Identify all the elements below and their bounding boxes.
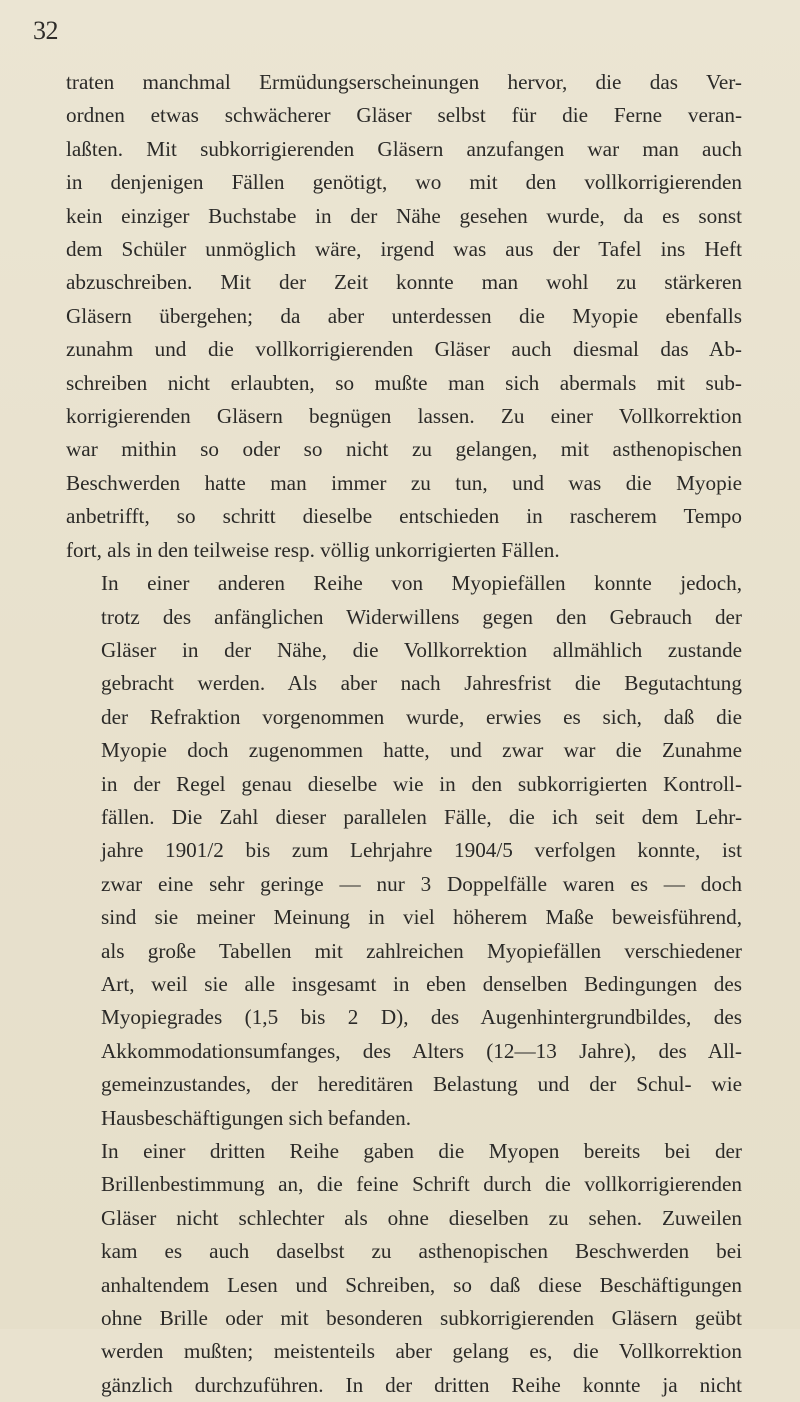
text-line: fällen. Die Zahl dieser parallelen Fälle, die ich seit dem Lehr-: [101, 804, 742, 829]
text-line: laßten. Mit subkorrigierenden Gläsern anzufangen war man auch: [66, 136, 742, 161]
text-line: in denjenigen Fällen genötigt, wo mit den vollkorrigierenden: [66, 170, 742, 195]
text-line: Brillenbestimmung an, die feine Schrift durch die vollkorrigierenden: [101, 1172, 742, 1197]
text-line: In einer dritten Reihe gaben die Myopen bereits bei der: [101, 1139, 742, 1163]
text-line: In einer anderen Reihe von Myopiefällen konnte jedoch,: [101, 571, 742, 596]
page-number: 32: [33, 16, 58, 45]
text-line: schreiben nicht erlaubten, so mußte man sich abermals mit sub-: [66, 370, 742, 395]
text-line: anbetrifft, so schritt dieselbe entschieden in rascherem Tempo: [66, 504, 742, 529]
text-line: zunahm und die vollkorrigierenden Gläser auch diesmal das Ab-: [66, 337, 742, 362]
text-line: werden mußten; meistenteils aber gelang es, die Vollkorrektion: [101, 1339, 742, 1364]
text-line: ohne Brille oder mit besonderen subkorrigierenden Gläsern geübt: [101, 1306, 742, 1331]
text-line: Gläsern übergehen; da aber unterdessen die Myopie ebenfalls: [66, 303, 742, 328]
text-line: dem Schüler unmöglich wäre, irgend was aus der Tafel ins Heft: [66, 237, 742, 262]
text-line: Hausbeschäftigungen sich befanden.: [101, 1105, 412, 1130]
text-line: gänzlich durchzuführen. In der dritten Reihe konnte ja nicht: [101, 1372, 742, 1397]
text-line: Gläser in der Nähe, die Vollkorrektion allmählich zustande: [101, 637, 742, 662]
text-line: kein einziger Buchstabe in der Nähe gesehen wurde, da es sonst: [66, 203, 742, 228]
text-line: der Refraktion vorgenommen wurde, erwies es sich, daß die: [101, 704, 742, 729]
text-line: Beschwerden hatte man immer zu tun, und was die Myopie: [66, 470, 742, 495]
text-line: kam es auch daselbst zu asthenopischen Beschwerden bei: [101, 1239, 742, 1264]
text-line: zwar eine sehr geringe — nur 3 Doppelfälle waren es — doch: [101, 871, 742, 896]
text-line: sind sie meiner Meinung in viel höherem Maße beweisführend,: [101, 905, 742, 930]
text-line: gemeinzustandes, der hereditären Belastung und der Schul- wie: [101, 1072, 742, 1097]
text-line: in der Regel genau dieselbe wie in den subkorrigierten Kontroll-: [101, 771, 742, 796]
text-line: gebracht werden. Als aber nach Jahresfrist die Begutachtung: [101, 671, 742, 696]
text-line: Art, weil sie alle insgesamt in eben denselben Bedingungen des: [101, 971, 742, 996]
body-text: [66, 66, 742, 1402]
text-line: jahre 1901/2 bis zum Lehrjahre 1904/5 verfolgen konnte, ist: [101, 838, 742, 863]
paragraph: [66, 567, 742, 1135]
text-line: traten manchmal Ermüdungserscheinungen hervor, die das Ver-: [66, 70, 742, 94]
text-line: ordnen etwas schwächerer Gläser selbst für die Ferne veran-: [66, 103, 742, 128]
text-line: Akkommodationsumfanges, des Alters (12—13 Jahre), des All-: [101, 1038, 742, 1063]
text-line: Gläser nicht schlechter als ohne dieselben zu sehen. Zuweilen: [101, 1205, 742, 1230]
paragraph: [66, 66, 742, 567]
text-line: war mithin so oder so nicht zu gelangen, mit asthenopischen: [66, 437, 742, 462]
text-line: als große Tabellen mit zahlreichen Myopiefällen verschiedener: [101, 938, 742, 963]
text-line: Myopiegrades (1,5 bis 2 D), des Augenhintergrundbildes, des: [101, 1005, 742, 1030]
text-line: abzuschreiben. Mit der Zeit konnte man wohl zu stärkeren: [66, 270, 742, 295]
text-line: fort, als in den teilweise resp. völlig unkorrigierten Fällen.: [66, 537, 560, 562]
text-line: Myopie doch zugenommen hatte, und zwar war die Zunahme: [101, 738, 742, 763]
text-line: korrigierenden Gläsern begnügen lassen. Zu einer Vollkorrektion: [66, 404, 742, 429]
text-line: anhaltendem Lesen und Schreiben, so daß diese Beschäftigungen: [101, 1272, 742, 1297]
text-line: trotz des anfänglichen Widerwillens gegen den Gebrauch der: [101, 604, 742, 629]
paragraph: [66, 1135, 742, 1402]
